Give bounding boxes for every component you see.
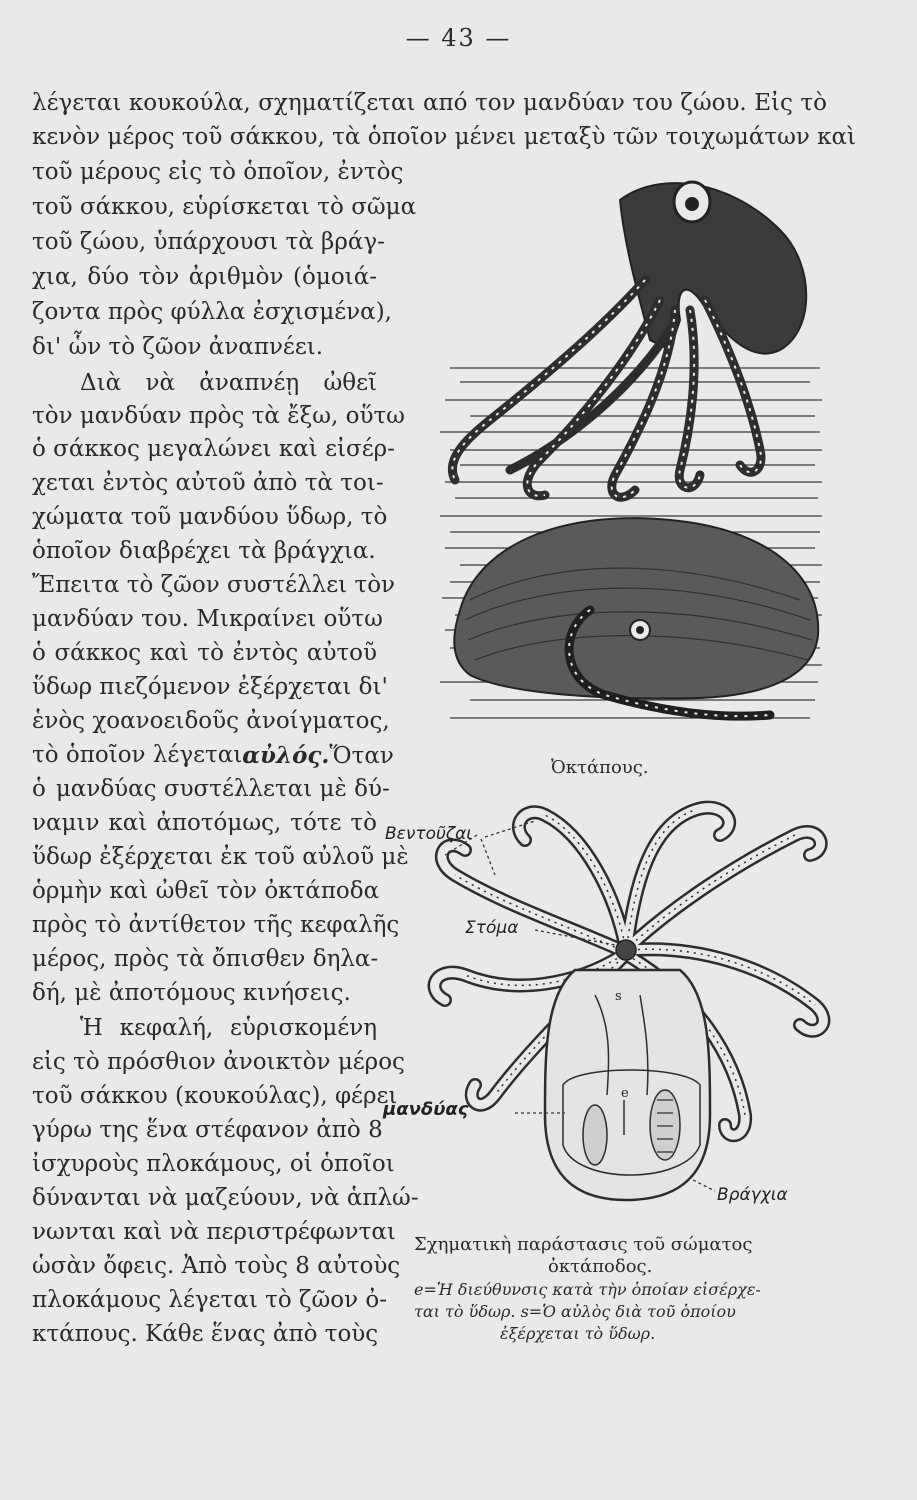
figure2-caption-note: ται τὸ ὕδωρ. s=Ὁ αὐλὸς διὰ τοῦ ὁποίου [414, 1302, 736, 1321]
text-line: Ἡ κεφαλή, εὑρισκομένη [80, 1015, 377, 1041]
text-line: ἰσχυροὺς πλοκάμους, οἱ ὁποῖοι [32, 1151, 395, 1177]
text-fragment: μανδύας συστέλλεται μὲ δύ- [55, 776, 390, 802]
text-line: πλοκάμους λέγεται τὸ ζῶον ὀ- [32, 1287, 388, 1313]
text-line: ὁρμὴν καὶ ὠθεῖ τὸν ὀκτάποδα [32, 878, 380, 904]
label-e: e [621, 1086, 629, 1101]
text-line: δή, μὲ ἀποτόμους κινήσεις. [32, 980, 351, 1006]
text-line: δι' ὧν τὸ ζῶον ἀναπνέει. [32, 334, 324, 360]
octopus-engraving [430, 160, 830, 745]
text-line: ζοντα πρὸς φύλλα ἐσχισμένα), [32, 299, 392, 325]
label-s: s [615, 989, 622, 1004]
term-aulos: αὐλός. [242, 742, 330, 769]
text-line: Ἔπειτα τὸ ζῶον συστέλλει τὸν [32, 572, 396, 598]
text-line: Διὰ νὰ ἀναπνέῃ ὠθεῖ [80, 370, 377, 396]
text-line: νωνται καὶ νὰ περιστρέφωνται [32, 1219, 396, 1245]
text-fragment: Ὅταν [329, 743, 394, 769]
figure2-caption-title: ὀκτάποδος. [548, 1256, 653, 1277]
text-fragment: ὁ [32, 776, 46, 802]
text-line-with-term [32, 742, 394, 769]
label-mouth: Στόμα [465, 918, 519, 938]
text-line: ὁποῖον διαβρέχει τὰ βράγχια. [32, 538, 376, 564]
text-line: μανδύαν του. Μικραίνει οὕτω [32, 606, 383, 632]
text-line: χώματα τοῦ μανδύου ὕδωρ, τὸ [32, 504, 388, 530]
figure2-caption-title: Σχηματικὴ παράστασις τοῦ σώματος [414, 1234, 753, 1255]
figure2-caption-note: e=Ἡ διεύθυνσις κατὰ τὴν ὁποίαν εἰσέρχε- [414, 1280, 761, 1299]
text-line: λέγεται κουκούλα, σχηματίζεται από τον μανδύαν του ζώου. Εἰς τὸ [32, 90, 827, 116]
text-line: τοῦ μέρους εἰς τὸ ὁποῖον, ἐντὸς [32, 159, 404, 185]
figure2-caption-note: ἐξέρχεται τὸ ὕδωρ. [500, 1324, 656, 1343]
text-line: ἑνὸς χοανοειδοῦς ἀνοίγματος, [32, 708, 390, 734]
page-number: — 43 — [405, 24, 512, 52]
text-line [32, 776, 390, 802]
text-line: δύνανται νὰ μαζεύουν, νὰ ἁπλώ- [32, 1185, 419, 1211]
text-line: τοῦ ζώου, ὑπάρχουσι τὰ βράγ- [32, 229, 385, 255]
text-line: εἰς τὸ πρόσθιον ἀνοικτὸν μέρος [32, 1049, 405, 1075]
figure1-caption: Ὀκτάπους. [551, 757, 649, 778]
text-line: χεται ἐντὸς αὐτοῦ ἀπὸ τὰ τοι- [32, 470, 384, 496]
text-line: κενὸν μέρος τοῦ σάκκου, τὰ ὁποῖον μένει μεταξὺ τῶν τοιχωμάτων καὶ [32, 124, 857, 150]
text-fragment: τὸ ὁποῖον λέγεται [32, 742, 243, 768]
text-line: ὁ σάκκος μεγαλώνει καὶ εἰσέρ- [32, 436, 395, 462]
text-line: τοῦ σάκκου (κουκούλας), φέρει [32, 1083, 398, 1109]
text-line: χια, δύο τὸν ἀριθμὸν (ὁμοιά- [32, 264, 377, 290]
text-line: ὕδωρ πιεζόμενον ἐξέρχεται δι' [32, 674, 388, 700]
text-line: γύρω της ἕνα στέφανον ἀπὸ 8 [32, 1117, 383, 1143]
text-line: κτάπους. Κάθε ἕνας ἀπὸ τοὺς [32, 1321, 379, 1347]
text-line: ὕδωρ ἐξέρχεται ἐκ τοῦ αὐλοῦ μὲ [32, 844, 409, 870]
label-mantle: μανδύας [383, 1099, 469, 1120]
octopus-schematic [383, 795, 840, 1220]
label-suckers: Βεντοῦζαι [385, 824, 473, 844]
label-gills: Βράγχια [717, 1185, 788, 1205]
text-line: τὸν μανδύαν πρὸς τὰ ἔξω, οὕτω [32, 403, 405, 429]
text-line: ναμιν καὶ ἀποτόμως, τότε τὸ [32, 810, 377, 836]
text-line: ὁ σάκκος καὶ τὸ ἐντὸς αὐτοῦ [32, 640, 377, 666]
text-line: τοῦ σάκκου, εὑρίσκεται τὸ σῶμα [32, 194, 417, 220]
text-line: μέρος, πρὸς τὰ ὄπισθεν δηλα- [32, 946, 379, 972]
text-line: πρὸς τὸ ἀντίθετον τῆς κεφαλῆς [32, 912, 400, 938]
text-line: ὡσὰν ὄφεις. Ἀπὸ τοὺς 8 αὐτοὺς [32, 1253, 401, 1279]
